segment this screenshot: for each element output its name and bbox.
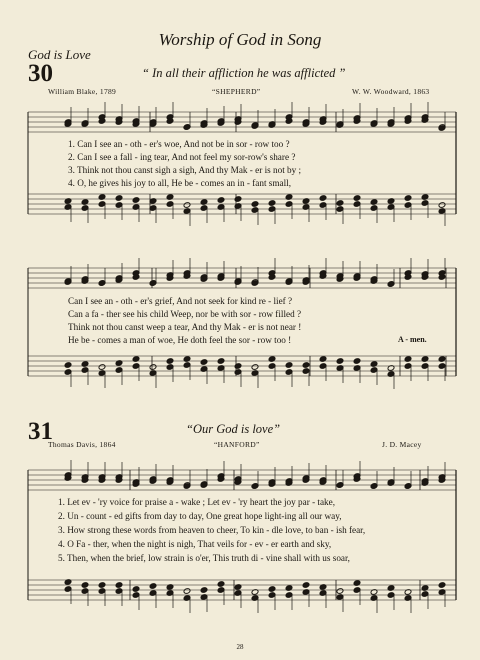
page-title: Worship of God in Song [158, 30, 322, 49]
hymn-31-verse-5: 5. Then, when the brief, low strain is o'er, This truth di - vine shall with us soar, [58, 553, 350, 563]
hymn-31-verse-4: 4. O Fa - ther, when the night is nigh, That veils for - ev - er earth and sky, [58, 539, 332, 549]
hymn-30-composer: W. W. Woodward, 1863 [352, 87, 430, 96]
hymn-30-amen: A - men. [398, 335, 427, 344]
hymn-30-number: 30 [28, 60, 53, 87]
hymn-30-verse-1a: 1. Can I see an - oth - er's woe, And not be in sor - row too ? [68, 139, 290, 149]
hymn-30-verse-2b: Can a fa - ther see his child Weep, nor be with sor - row filled ? [68, 309, 302, 319]
hymn-31-verse-1: 1. Let ev - 'ry voice for praise a - wake ; Let ev - 'ry heart the joy par - take, [58, 497, 336, 507]
hymn-30-verse-1b: Can I see an - oth - er's grief, And not seek for kind re - lief ? [68, 296, 293, 306]
hymn-31-composer: J. D. Macey [382, 440, 422, 449]
hymn-31-tune: “HANFORD” [214, 440, 260, 449]
hymn-31-verse-2: 2. Un - count - ed gifts from day to day, One great hope light-ing all our way, [58, 511, 342, 521]
hymn-30-verse-3b: Think not thou canst weep a tear, And thy Mak - er is not near ! [68, 322, 302, 332]
hymn-30-subtitle: “ In all their affliction he was afflicted ” [142, 66, 346, 80]
hymn-30-author: William Blake, 1789 [48, 87, 117, 96]
hymn-31-verse-3: 3. How strong these words from heaven to cheer, To kin - dle love, to ban - ish fear, [58, 525, 366, 535]
hymn-31-author: Thomas Davis, 1864 [48, 440, 116, 449]
hymn-30-verse-4a: 4. O, he gives his joy to all, He be - comes an in - fant small, [68, 178, 292, 188]
hymn-31-number: 31 [28, 418, 53, 445]
hymn-30-tune: “SHEPHERD” [212, 87, 261, 96]
hymn-31-subtitle: “Our God is love” [186, 422, 281, 436]
hymn-30-verse-2a: 2. Can I see a fall - ing tear, And not feel my sor-row's share ? [68, 152, 296, 162]
page-number: 28 [236, 643, 244, 651]
hymn-30-verse-3a: 3. Think not thou canst sigh a sigh, And thy Mak - er is not by ; [68, 165, 302, 175]
section-title: God is Love [28, 47, 91, 62]
hymn-30-verse-4b: He be - comes a man of woe, He doth feel the sor - row too ! [68, 335, 292, 345]
